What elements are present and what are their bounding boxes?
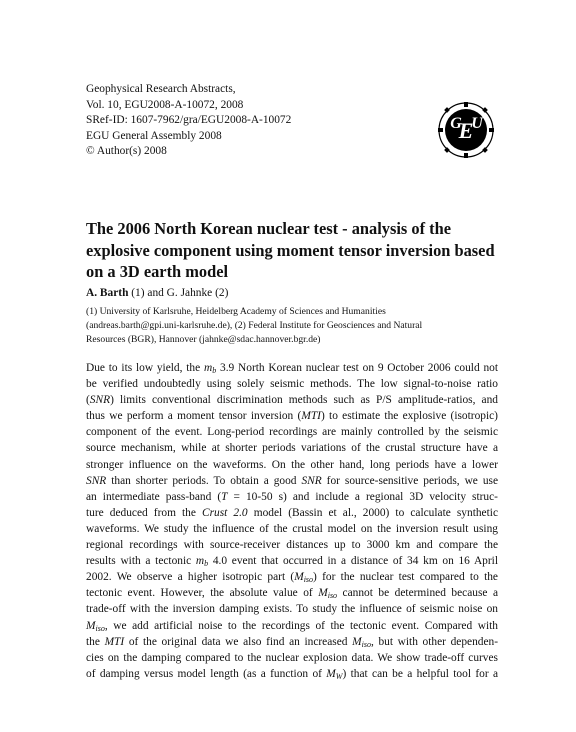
abstract-body [86, 360, 498, 682]
body-line: an intermediate pass-band (T = 10-50 s) and include a regional 3D velocity struc- [86, 490, 498, 503]
body-line: (SNR) limits conventional discrimination methods such as P/S amplitude-ratios, and [86, 394, 498, 407]
body-line: source mechanism, while at shorter periods variations of the crustal structure have a [86, 442, 498, 455]
body-line: the MTI of the original data we also find an increased $M_{iso}$, but with other dependen- [86, 635, 499, 649]
body-line: tectonic event. However, the absolute value of $M_{iso}$ cannot be determined because a [86, 587, 498, 601]
egu-logo [436, 100, 496, 160]
body-line: ture deduced from the Crust 2.0 model (Bassin et al., 2000) to calculate synthetic [86, 506, 498, 519]
author-rest: (1) and G. Jahnke (2) [128, 287, 229, 299]
paper-title: The 2006 North Korean nuclear test - analysis of the explosive component using moment tensor inversion based on a 3D earth model [86, 219, 495, 282]
sref-id: SRef-ID: 1607-7962/gra/EGU2008-A-10072 [86, 114, 292, 127]
author-primary: A. Barth [86, 287, 129, 299]
assembly-name: EGU General Assembly 2008 [86, 129, 222, 142]
body-line: trade-off with the inversion damping exists. To study the influence of seismic noise on [86, 603, 498, 616]
svg-text:E: E [458, 118, 474, 143]
body-line: results with a tectonic $m_b$ 4.0 event that occurred in a distance of 34 km on 16 April [86, 555, 498, 569]
body-line: 2002. We observe a higher isotropic part $(M_{iso})$ for the nuclear test compared to the [86, 571, 498, 585]
svg-text:U: U [471, 115, 483, 132]
body-line: of damping versus model length (as a function of $M_W$) that can be a helpful tool for a [86, 667, 499, 681]
journal-name: Geophysical Research Abstracts, [86, 83, 236, 95]
body-line: waveforms. We study the influence of the crustal model on the inversion result using [86, 522, 498, 535]
copyright: © Author(s) 2008 [86, 145, 167, 158]
body-line: regional recordings with source-receiver distances up to 3000 km and compare the [86, 539, 498, 552]
body-line: $M_{iso}$, we add artificial noise to the recordings of the tectonic event. Compared with [86, 619, 498, 633]
body-line: SNR than shorter periods. To obtain a good SNR for source-sensitive periods, we use [86, 474, 498, 487]
affiliation-line: (1) University of Karlsruhe, Heidelberg Academy of Sciences and Humanities [86, 306, 386, 317]
body-line: cies on the damping compared to the nuclear explosion data. We show trade-off curves [86, 651, 498, 664]
body-line: thus we perform a moment tensor inversion (MTI) to estimate the explosive (isotropic) [86, 410, 498, 423]
body-line: component of the event. Long-period recordings are mainly controlled by the seismic [86, 426, 498, 439]
body-line: be verified undoubtedly using solely seismic methods. The low signal-to-noise ratio [86, 378, 498, 391]
abstract-header [86, 82, 291, 160]
affiliations [86, 305, 496, 348]
affiliation-line: Resources (BGR), Hannover (jahnke@sdac.hannover.bgr.de) [86, 334, 321, 346]
body-line: stronger influence on the waveforms. On the other hand, long periods have a lower [86, 458, 498, 471]
svg-text:G: G [450, 115, 462, 132]
volume-info: Vol. 10, EGU2008-A-10072, 2008 [86, 98, 244, 111]
author-line [86, 287, 228, 299]
affiliation-line: (andreas.barth@gpi.uni-karlsruhe.de), (2) Federal Institute for Geosciences and Natural [86, 320, 423, 332]
body-line: Due to its low yield, the $m_b$ 3.9 North Korean nuclear test on 9 October 2006 could not [86, 362, 499, 375]
